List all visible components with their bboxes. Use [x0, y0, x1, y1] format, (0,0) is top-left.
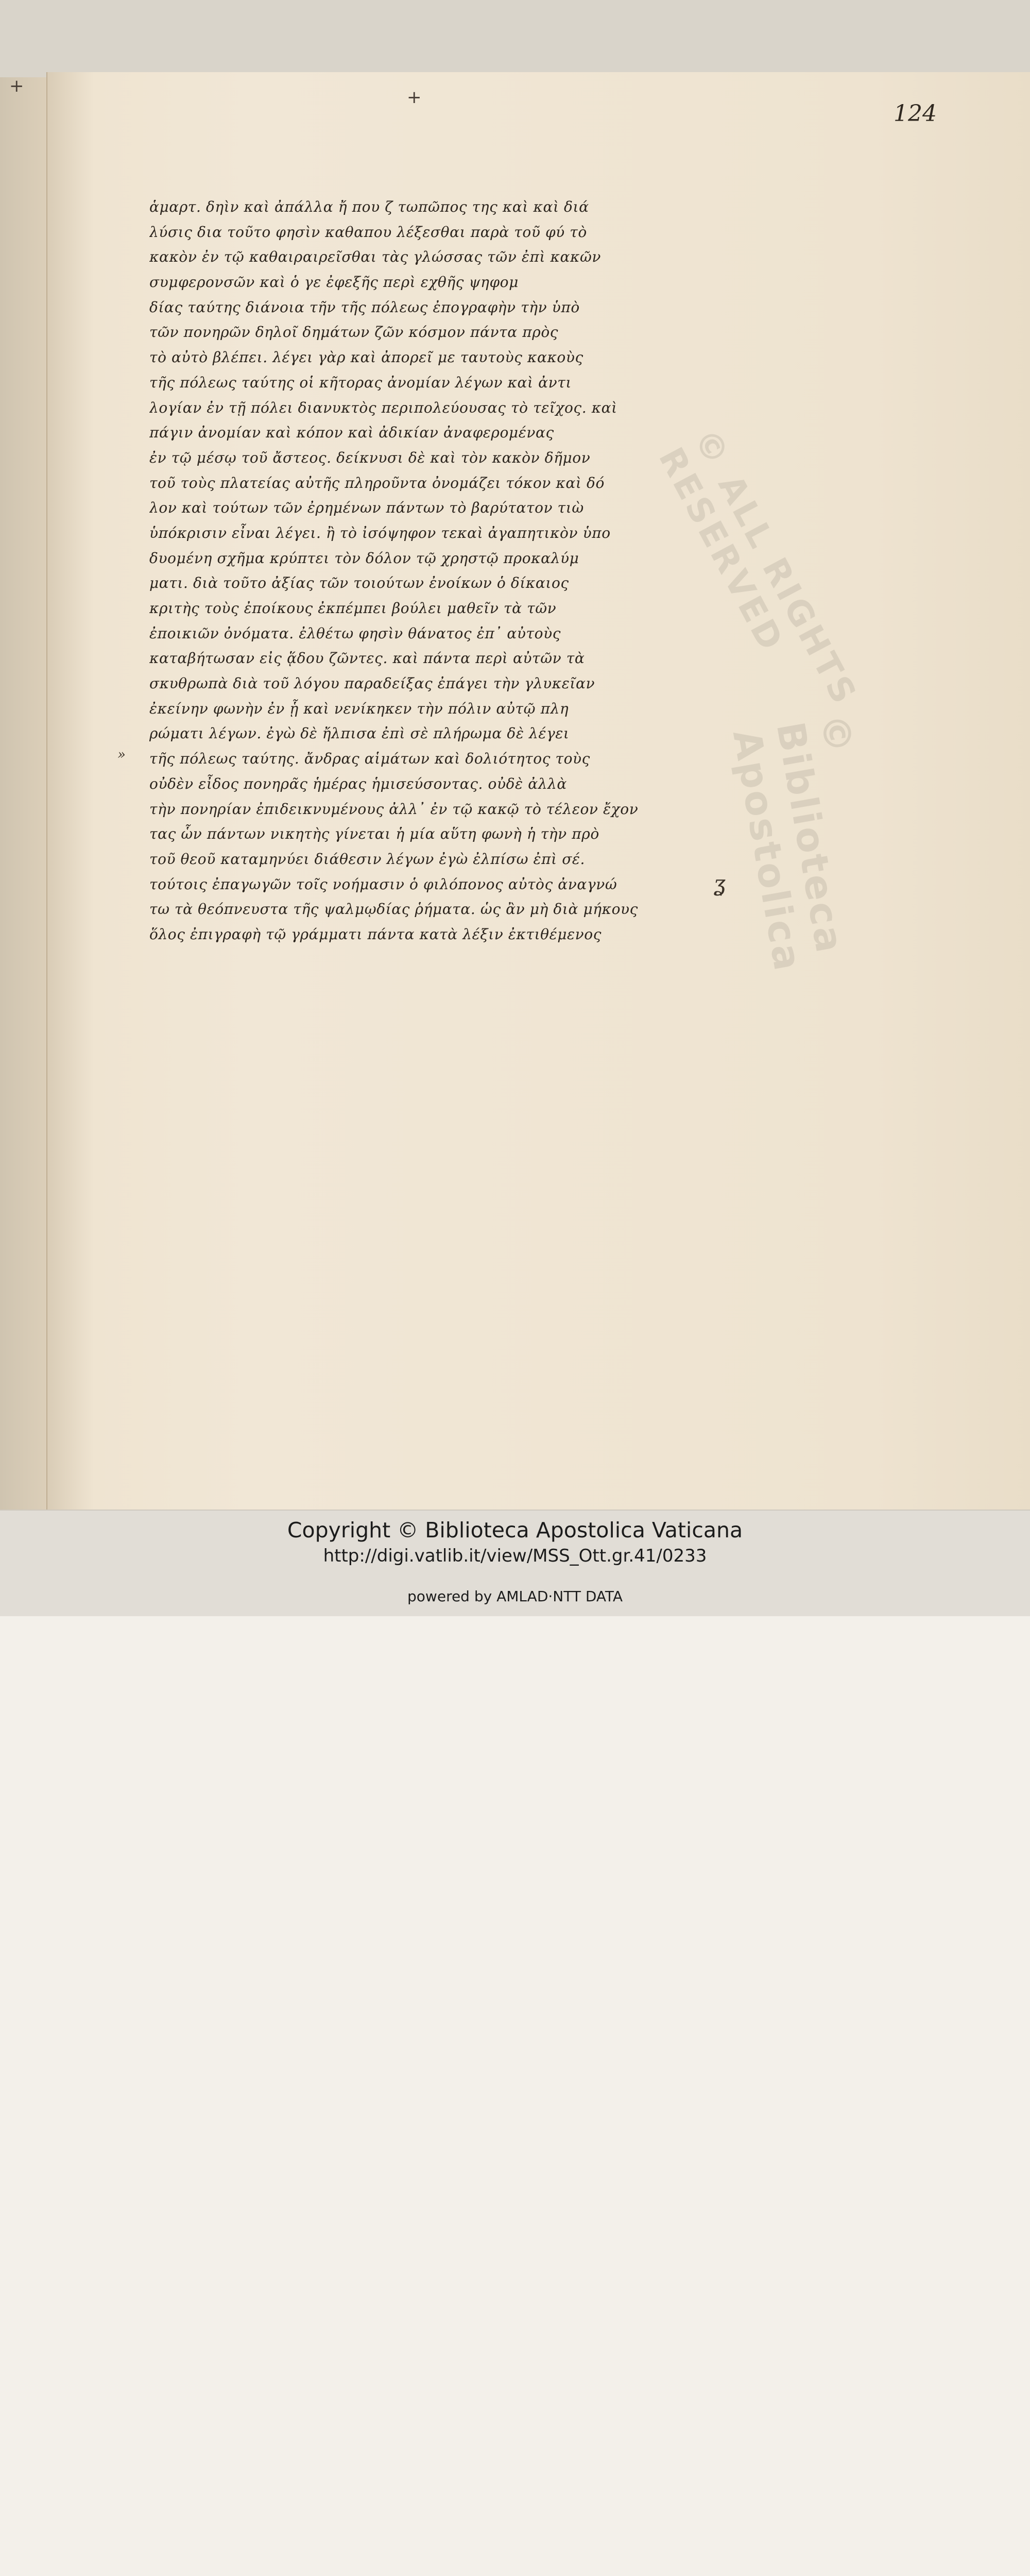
text-line: τῆς πόλεως ταύτης. ἄνδρας αἱμάτων καὶ δολιότητος τοὺς	[149, 750, 590, 768]
margin-cross-left: +	[9, 76, 24, 96]
margin-cross-top: +	[407, 87, 422, 108]
text-line: τούτοις ἐπαγωγῶν τοῖς νοήμασιν ὁ φιλόπονος αὐτὸς ἀναγνώ	[149, 875, 617, 893]
text-line: λογίαν ἐν τῇ πόλει διανυκτὸς περιπολεύουσας τὸ τεῖχος. καὶ	[149, 399, 617, 416]
text-line: ὑπόκρισιν εἶναι λέγει. ἢ τὸ ἰσόψηφον τεκαὶ ἀγαπητικὸν ὑπο	[149, 524, 611, 541]
source-url-link[interactable]: http://digi.vatlib.it/view/MSS_Ott.gr.41/0233	[323, 1546, 707, 1566]
text-line: τὴν πονηρίαν ἐπιδεικνυμένους ἀλλ᾽ ἐν τῷ κακῷ τὸ τέλεον ἔχον	[149, 800, 639, 818]
text-line: καταβήτωσαν εἰς ᾅδου ζῶντες. καὶ πάντα περὶ αὐτῶν τὰ	[149, 650, 585, 667]
text-line: κριτὴς τοὺς ἐποίκους ἐκπέμπει βούλει μαθεῖν τὰ τῶν	[149, 600, 557, 617]
text-line: κακὸν ἐν τῷ καθαιραιρεῖσθαι τὰς γλώσσας τῶν ἐπὶ κακῶν	[149, 248, 602, 266]
copyright-notice: Copyright © Biblioteca Apostolica Vaticana	[287, 1518, 743, 1543]
text-line: λύσις δια τοῦτο φησὶν καθαπου λέξεσθαι παρὰ τοῦ φύ τὸ	[149, 223, 587, 241]
text-line: ρώματι λέγων. ἐγὼ δὲ ἤλπισα ἐπὶ σὲ πλήρωμα δὲ λέγει	[149, 725, 570, 742]
folio-number: 124	[894, 100, 937, 127]
text-line: ἐποικιῶν ὀνόματα. ἐλθέτω φησὶν θάνατος ἐπ᾽ αὐτοὺς	[149, 624, 561, 642]
text-line: ματι. διὰ τοῦτο ἀξίας τῶν τοιούτων ἐνοίκων ὁ δίκαιος	[149, 574, 569, 592]
margin-mark-left: »	[117, 747, 126, 762]
text-line: δίας ταύτης διάνοια τῆν τῆς πόλεως ἐπογραφὴν τὴν ὑπὸ	[149, 298, 580, 316]
text-line: συμφερονσῶν καὶ ὁ γε ἐφεξῆς περὶ εχθῆς ψηφομ	[149, 274, 519, 291]
text-line: ἐκείνην φωνὴν ἐν ᾗ καὶ νενίκηκεν τὴν πόλιν αὐτῷ πλη	[149, 700, 569, 717]
text-line: πάγιν ἀνομίαν καὶ κόπον καὶ ἀδικίαν ἀναφερομένας	[149, 424, 554, 442]
powered-by: powered by AMLAD·NTT DATA	[407, 1588, 623, 1605]
text-line: τὸ αὐτὸ βλέπει. λέγει γὰρ καὶ ἀπορεῖ με ταυτοὺς κακοὺς	[149, 349, 583, 366]
text-line: δυομένη σχῆμα κρύπτει τὸν δόλον τῷ χρηστῷ προκαλύμ	[149, 549, 579, 567]
text-line: τω τὰ θεόπνευστα τῆς ψαλμῳδίας ῥήματα. ὡς ἂν μὴ διὰ μήκους	[149, 901, 638, 918]
text-line: οὐδὲν εἶδος πονηρᾶς ἡμέρας ἡμισεύσοντας. οὐδὲ ἀλλὰ	[149, 775, 567, 792]
text-line: τῶν πονηρῶν δηλοῖ δημάτων ζῶν κόσμον πάντα πρὸς	[149, 324, 559, 341]
text-line: τοῦ τοὺς πλατείας αὐτῆς πληροῦντα ὀνομάζει τόκον καὶ δό	[149, 474, 605, 492]
text-line: λον καὶ τούτων τῶν ἐρημένων πάντων τὸ βαρύτατον τιὼ	[149, 499, 584, 517]
manuscript-text	[149, 195, 726, 947]
text-line: ὅλος ἐπιγραφὴ τῷ γράμματι πάντα κατὰ λέξιν ἐκτιθέμενος	[149, 925, 602, 943]
text-line: ἁμαρτ. δηὶν καὶ ἀπάλλα ἤ που ζ τωπῶπος της καὶ καὶ διά	[149, 198, 589, 215]
text-line: τῆς πόλεως ταύτης οἱ κῆτορας ἀνομίαν λέγων καὶ ἀντι	[149, 374, 572, 391]
text-line: ἐν τῷ μέσῳ τοῦ ἄστεος. δείκνυσι δὲ καὶ τὸν κακὸν δῆμον	[149, 449, 591, 466]
text-line: τας ὧν πάντων νικητὴς γίνεται ἡ μία αὕτη φωνὴ ἡ τὴν πρὸ	[149, 825, 599, 843]
text-line: τοῦ θεοῦ καταμηνύει διάθεσιν λέγων ἐγὼ ἐλπίσω ἐπὶ σέ.	[149, 850, 586, 868]
margin-mark-right: ʓ	[713, 871, 726, 896]
text-line: σκυθρωπὰ διὰ τοῦ λόγου παραδείξας ἐπάγει τὴν γλυκεῖαν	[149, 675, 595, 692]
